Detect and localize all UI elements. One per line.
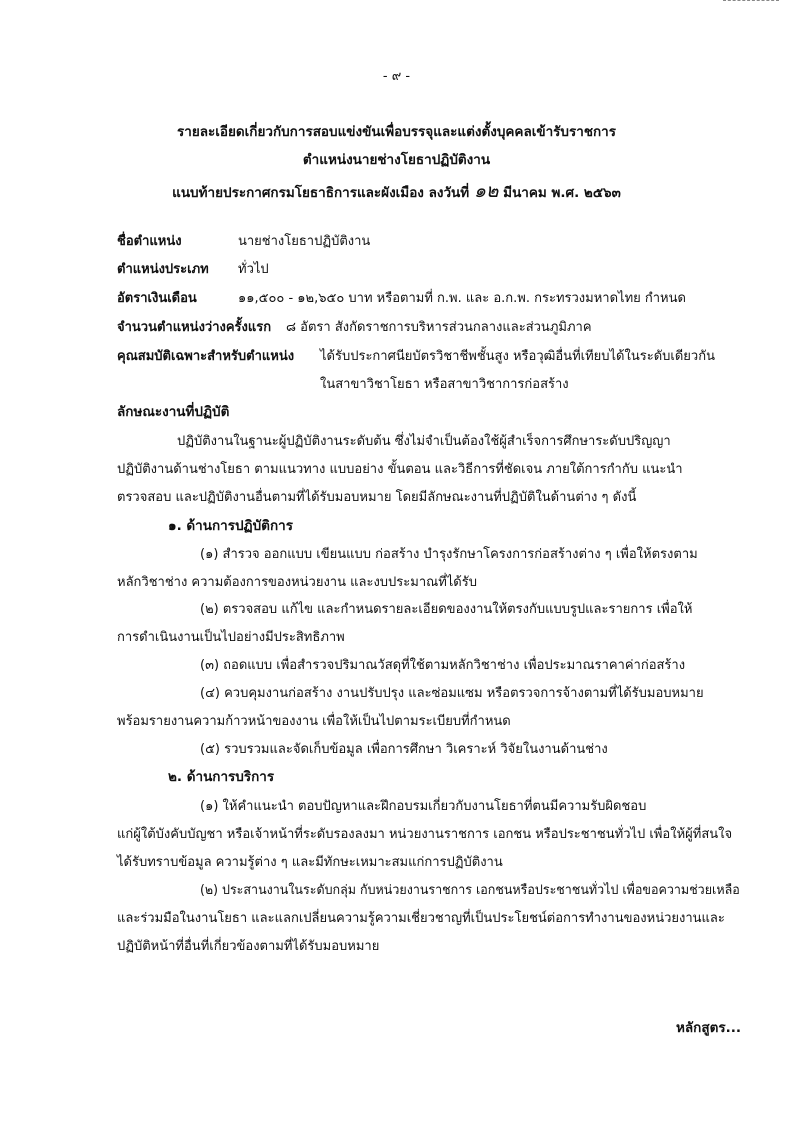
operations-heading: ๑. ด้านการปฏิบัติการ — [168, 518, 293, 534]
operations-item-2b: การดำเนินงานเป็นไปอย่างมีประสิทธิภาพ — [117, 630, 345, 645]
duties-heading: ลักษณะงานที่ปฏิบัติ — [117, 404, 230, 420]
header-date-day: ๑๒ — [473, 180, 499, 202]
qualification-value-1: ได้รับประกาศนียบัตรวิชาชีพชั้นสูง หรือวุฒิอื่นที่เทียบได้ในระดับเดียวกัน — [320, 349, 715, 364]
operations-item-1a: (๑) สำรวจ ออกแบบ เขียนแบบ ก่อสร้าง บำรุงรักษาโครงการก่อสร้างต่าง ๆ เพื่อให้ตรงตาม — [200, 547, 698, 562]
corner-mark — [723, 0, 779, 4]
duties-intro-3: ตรวจสอบ และปฏิบัติงานอื่นตามที่ได้รับมอบหมาย โดยมีลักษณะงานที่ปฏิบัติในด้านต่าง ๆ ดังนี้ — [117, 490, 637, 505]
header-date-prefix: แนบท้ายประกาศกรมโยธาธิการและผังเมือง ลงวันที่ — [172, 185, 470, 201]
services-item-2b: และร่วมมือในงานโยธา และแลกเปลี่ยนความรู้ความเชี่ยวชาญที่เป็นประโยชน์ต่อการทำงานของหน่วยงานและ — [117, 911, 725, 926]
operations-item-3: (๓) ถอดแบบ เพื่อสำรวจปริมาณวัสดุที่ใช้ตามหลักวิชาช่าง เพื่อประมาณราคาค่าก่อสร้าง — [200, 658, 686, 673]
continued-next-page: หลักสูตร... — [676, 1020, 741, 1036]
operations-item-2a: (๒) ตรวจสอบ แก้ไข และกำหนดรายละเอียดของงานให้ตรงกับแบบรูปและรายการ เพื่อให้ — [200, 602, 693, 617]
salary-value: ๑๑,๕๐๐ - ๑๒,๖๕๐ บาท หรือตามที่ ก.พ. และ อ.ก.พ. กระทรวงมหาดไทย กำหนด — [238, 291, 686, 306]
duties-intro-2: ปฏิบัติงานด้านช่างโยธา ตามแนวทาง แบบอย่าง ขั้นตอน และวิธีการที่ชัดเจน ภายใต้การกำกับ แนะนำ — [117, 462, 683, 477]
position-type-value: ทั่วไป — [238, 262, 269, 277]
services-heading: ๒. ด้านการบริการ — [168, 769, 275, 785]
services-item-2c: ปฏิบัติหน้าที่อื่นที่เกี่ยวข้องตามที่ได้รับมอบหมาย — [117, 939, 380, 954]
header-title-line-3 — [0, 176, 793, 206]
services-item-1c: ได้รับทราบข้อมูล ความรู้ต่าง ๆ และมีทักษะเหมาะสมแก่การปฏิบัติงาน — [117, 855, 503, 870]
position-name-value: นายช่างโยธาปฏิบัติงาน — [238, 234, 371, 249]
position-name-label: ชื่อตำแหน่ง — [117, 234, 182, 249]
vacancy-label: จำนวนตำแหน่งว่างครั้งแรก — [117, 320, 272, 335]
duties-intro-1: ปฏิบัติงานในฐานะผู้ปฏิบัติงานระดับต้น ซึ่งไม่จำเป็นต้องใช้ผู้สำเร็จการศึกษาระดับปริญญา — [177, 434, 671, 449]
salary-label: อัตราเงินเดือน — [117, 291, 197, 306]
header-title-line-2: ตำแหน่งนายช่างโยธาปฏิบัติงาน — [302, 152, 491, 168]
services-item-2a: (๒) ประสานงานในระดับกลุ่ม กับหน่วยงานราชการ เอกชนหรือประชาชนทั่วไป เพื่อขอความช่วยเหลือ — [200, 883, 740, 898]
header-date-suffix: มีนาคม พ.ศ. ๒๕๖๓ — [503, 185, 621, 201]
operations-item-5: (๕) รวบรวมและจัดเก็บข้อมูล เพื่อการศึกษา วิเคราะห์ วิจัยในงานด้านช่าง — [200, 742, 608, 757]
services-item-1a: (๑) ให้คำแนะนำ ตอบปัญหาและฝึกอบรมเกี่ยวกับงานโยธาที่ตนมีความรับผิดชอบ — [200, 799, 647, 814]
operations-item-1b: หลักวิชาช่าง ความต้องการของหน่วยงาน และงบประมาณที่ได้รับ — [117, 575, 477, 590]
header-title-line-1: รายละเอียดเกี่ยวกับการสอบแข่งขันเพื่อบรรจุและแต่งตั้งบุคคลเข้ารับราชการ — [177, 124, 616, 140]
services-item-1b: แก่ผู้ใต้บังคับบัญชา หรือเจ้าหน้าที่ระดับรองลงมา หน่วยงานราชการ เอกชน หรือประชาชนทั่วไป เพื่อให้ผู้ที่สนใจ — [117, 827, 733, 842]
vacancy-value: ๘ อัตรา สังกัดราชการบริหารส่วนกลางและส่วนภูมิภาค — [286, 320, 592, 335]
operations-item-4a: (๔) ควบคุมงานก่อสร้าง งานปรับปรุง และซ่อมแซม หรือตรวจการจ้างตามที่ได้รับมอบหมาย — [200, 686, 704, 701]
qualification-value-2: ในสาขาวิชาโยธา หรือสาขาวิชาการก่อสร้าง — [320, 377, 569, 392]
page-number: - ๙ - — [382, 69, 411, 84]
qualification-label: คุณสมบัติเฉพาะสำหรับตำแหน่ง — [117, 349, 295, 364]
operations-item-4b: พร้อมรายงานความก้าวหน้าของงาน เพื่อให้เป็นไปตามระเบียบที่กำหนด — [117, 714, 511, 729]
position-type-label: ตำแหน่งประเภท — [117, 262, 209, 277]
